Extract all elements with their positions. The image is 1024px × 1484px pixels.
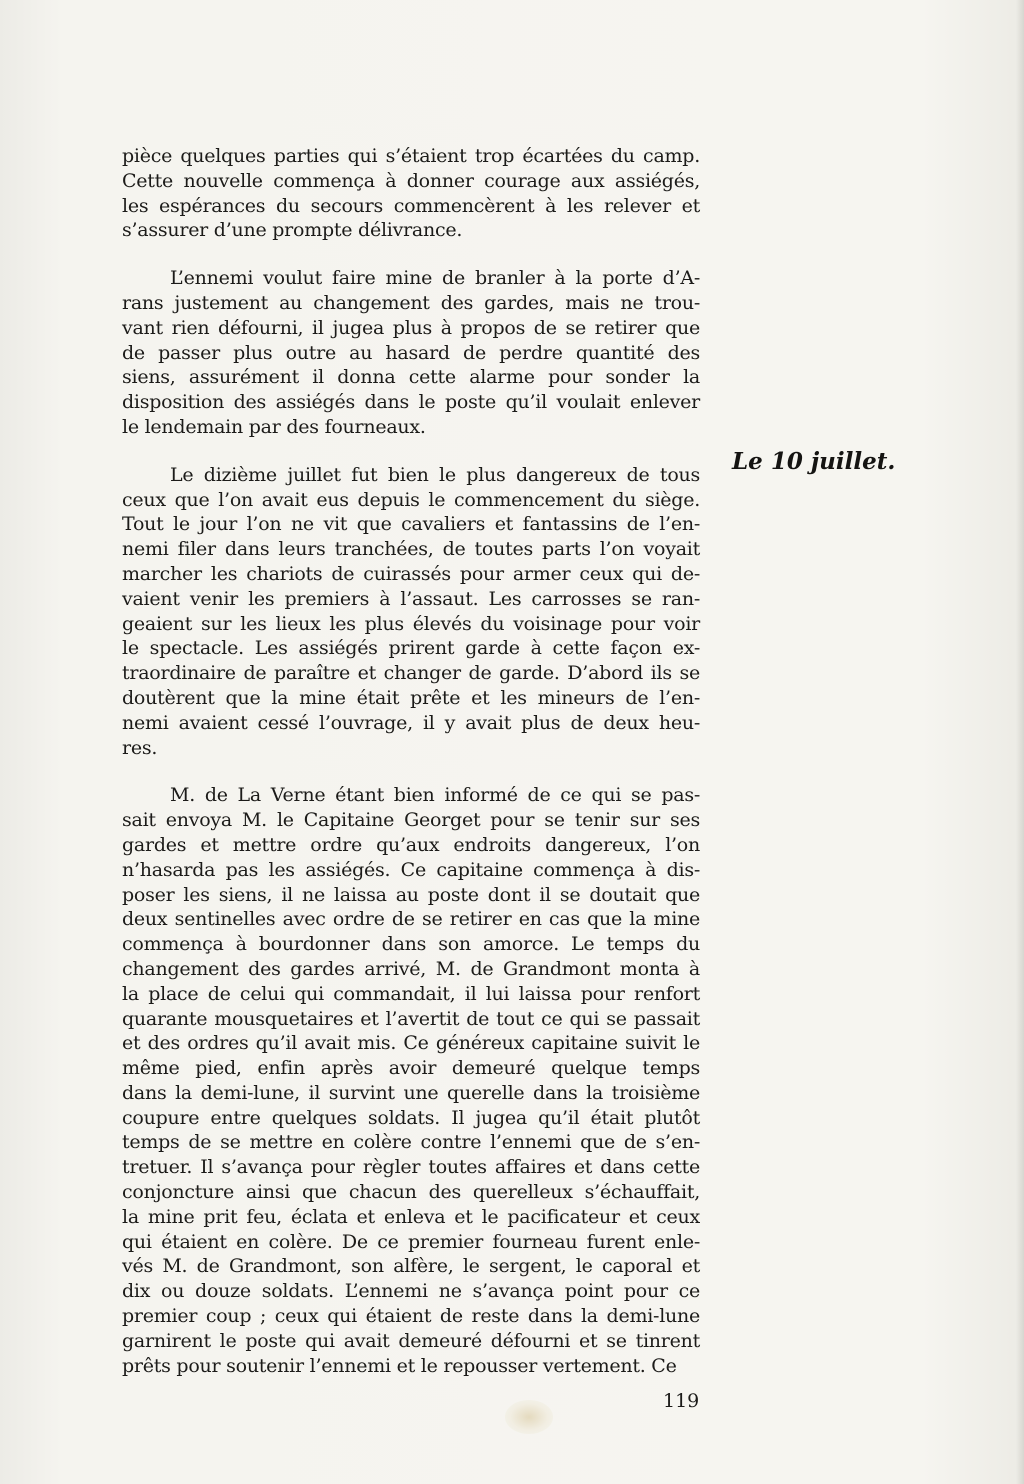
text-line: même pied, enfin après avoir demeuré quelque temps (122, 1057, 700, 1080)
text-line: la mine prit feu, éclata et enleva et le pacificateur et ceux (122, 1205, 700, 1228)
text-line: sait envoya M. le Capitaine Georget pour se tenir sur ses (122, 809, 700, 832)
text-line: marcher les chariots de cuirassés pour armer ceux qui de- (122, 562, 700, 585)
text-line: Cette nouvelle commença à donner courage aux assiégés, (122, 169, 700, 192)
text-line: pièce quelques parties qui s’étaient trop écartées du camp. (122, 145, 700, 167)
text-line: vant rien défourni, il jugea plus à propos de se retirer que (122, 316, 700, 339)
text-line: conjoncture ainsi que chacun des querelleux s’échauffait, (122, 1181, 700, 1204)
text-line: vés M. de Grandmont, son alfère, le sergent, le caporal et (122, 1255, 700, 1278)
paragraph (122, 463, 700, 761)
text-line: commença à bourdonner dans son amorce. Le temps du (122, 933, 700, 956)
text-line: traordinaire de paraître et changer de garde. D’abord ils se (122, 662, 700, 685)
text-line: Tout le jour l’on ne vit que cavaliers et fantassins de l’en- (122, 513, 700, 536)
margin-note-date: Le 10 juillet. (732, 448, 896, 475)
text-line: M. de La Verne étant bien informé de ce qui se pas- (170, 784, 700, 807)
paper-stain (505, 1400, 553, 1434)
text-line: gardes et mettre ordre qu’aux endroits dangereux, l’on (122, 833, 700, 856)
text-line: dans la demi-lune, il survint une querelle dans la troisième (122, 1081, 700, 1104)
text-line: siens, assurément il donna cette alarme pour sonder la (122, 366, 700, 389)
text-line: prêts pour soutenir l’ennemi et le repousser vertement. Ce (122, 1354, 677, 1377)
text-line: le lendemain par des fourneaux. (122, 415, 426, 438)
text-line: les espérances du secours commencèrent à les relever et (122, 194, 700, 217)
text-line: coupure entre quelques soldats. Il jugea qu’il était plutôt (122, 1106, 700, 1129)
text-line: n’hasarda pas les assiégés. Ce capitaine commença à dis- (122, 858, 700, 881)
text-line: qui étaient en colère. De ce premier fourneau furent enle- (122, 1230, 700, 1253)
text-line: la place de celui qui commandait, il lui laissa pour renfort (122, 982, 700, 1005)
text-line: premier coup ; ceux qui étaient de reste dans la demi-lune (122, 1305, 700, 1328)
text-line: doutèrent que la mine était prête et les mineurs de l’en- (122, 686, 700, 709)
text-line: changement des gardes arrivé, M. de Grandmont monta à (122, 957, 700, 980)
paragraph (122, 266, 700, 440)
text-line: nemi avaient cessé l’ouvrage, il y avait plus de deux heu- (122, 711, 700, 734)
page-number: 119 (663, 1390, 700, 1412)
text-line: dix ou douze soldats. L’ennemi ne s’avança point pour ce (122, 1280, 700, 1303)
text-line: poser les siens, il ne laissa au poste dont il se doutait que (122, 883, 700, 906)
text-line: le spectacle. Les assiégés prirent garde à cette façon ex- (122, 637, 700, 660)
text-line: s’assurer d’une prompte délivrance. (122, 219, 463, 242)
paragraph (122, 144, 700, 243)
text-line: geaient sur les lieux les plus élevés du voisinage pour voir (122, 612, 700, 635)
text-line: quarante mousquetaires et l’avertit de tout ce qui se passait (122, 1007, 700, 1030)
text-line: Le dizième juillet fut bien le plus dangereux de tous (170, 463, 700, 486)
body-text (122, 144, 700, 1401)
text-line: garnirent le poste qui avait demeuré défourni et se tinrent (122, 1329, 700, 1352)
text-line: ceux que l’on avait eus depuis le commencement du siège. (122, 488, 700, 511)
text-line: nemi filer dans leurs tranchées, de toutes parts l’on voyait (122, 538, 700, 561)
text-line: L’ennemi voulut faire mine de branler à la porte d’A- (170, 267, 700, 290)
paragraph (122, 783, 700, 1378)
text-line: deux sentinelles avec ordre de se retirer en cas que la mine (122, 908, 700, 931)
text-line: disposition des assiégés dans le poste qu’il voulait enlever (122, 391, 700, 414)
text-line: tretuer. Il s’avança pour règler toutes affaires et dans cette (122, 1156, 700, 1179)
text-line: temps de se mettre en colère contre l’ennemi que de s’en- (122, 1131, 700, 1154)
text-line: de passer plus outre au hasard de perdre quantité des (122, 341, 700, 364)
page-edge-shadow (1016, 0, 1024, 1484)
text-line: et des ordres qu’il avait mis. Ce généreux capitaine suivit le (122, 1032, 700, 1055)
text-line: rans justement au changement des gardes, mais ne trou- (122, 291, 700, 314)
text-line: vaient venir les premiers à l’assaut. Les carrosses se ran- (122, 587, 700, 610)
text-line: res. (122, 736, 158, 759)
